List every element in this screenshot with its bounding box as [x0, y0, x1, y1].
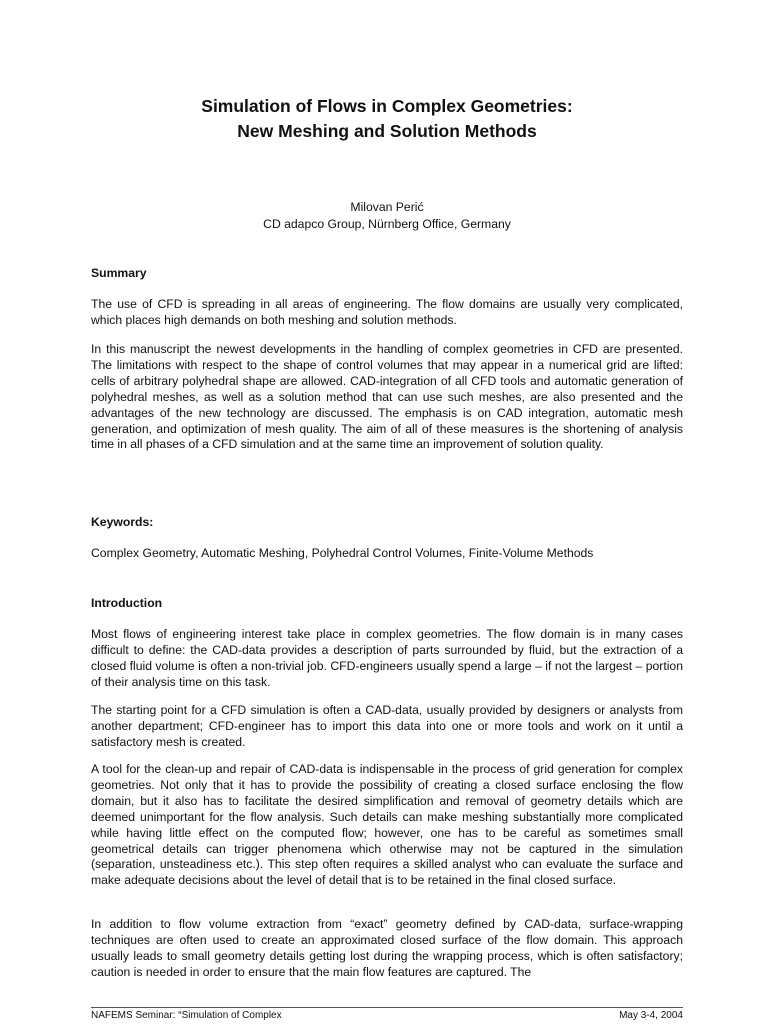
footer-divider	[91, 1007, 683, 1008]
intro-paragraph-1: Most flows of engineering interest take place in complex geometries. The flow domain is in many cases difficult to define: the CAD-data provides a description of parts surrounded by fluid, but the extraction of a closed fluid volume is often a non-trivial job. CFD-engineers usually spend a large – if not the largest – portion of their analysis time on this task.	[91, 627, 683, 689]
introduction-heading: Introduction	[91, 596, 163, 610]
keywords-text: Complex Geometry, Automatic Meshing, Polyhedral Control Volumes, Finite-Volume Methods	[91, 546, 594, 560]
author-name: Milovan Perić	[350, 200, 424, 214]
summary-heading: Summary	[91, 266, 147, 280]
author-block	[91, 199, 683, 233]
intro-paragraph-3: A tool for the clean-up and repair of CAD-data is indispensable in the process of grid generation for complex geometries. Not only that it has to provide the possibility of creating a closed surface enclosing the flow domain, but it also has to facilitate the desired simplification and removal of geometry details which are deemed unimportant for the flow analysis. Such details can make meshing substantially more complicated while having little effect on the computed flow; however, one has to be careful as sometimes small geometrical details can trigger phenomena which otherwise may not be captured in the simulation (separation, unsteadiness etc.). This step often requires a skilled analyst who can evaluate the surface and make adequate decisions about the level of detail that is to be retained in the final closed surface.	[91, 762, 683, 888]
title-line-1: Simulation of Flows in Complex Geometries:	[201, 96, 573, 116]
paper-title	[91, 94, 683, 144]
intro-paragraph-4: In addition to flow volume extraction from “exact” geometry defined by CAD-data, surface-wrapping techniques are often used to create an approximated closed surface of the flow domain. This approach usually leads to small geometry details getting lost during the wrapping process, which is often satisfactory; caution is needed in order to ensure that the main flow features are captured. The	[91, 917, 683, 979]
author-affiliation: CD adapco Group, Nürnberg Office, Germany	[263, 217, 511, 231]
footer-seminar-text: NAFEMS Seminar: “Simulation of Complex	[91, 1010, 282, 1021]
title-line-2: New Meshing and Solution Methods	[237, 121, 537, 141]
summary-paragraph-2: In this manuscript the newest developments in the handling of complex geometries in CFD are presented. The limitations with respect to the shape of control volumes that may appear in a numerical grid are lifted: cells of arbitrary polyhedral shape are allowed. CAD-integration of all CFD tools and automatic generation of polyhedral meshes, as well as a solution method that can use such meshes, are also presented and the advantages of the new technology are discussed. The emphasis is on CAD integration, automatic mesh generation, and optimization of mesh quality. The aim of all of these measures is the shortening of analysis time in all phases of a CFD simulation and at the same time an improvement of solution quality.	[91, 342, 683, 452]
paper-page	[91, 0, 683, 1024]
intro-paragraph-2: The starting point for a CFD simulation is often a CAD-data, usually provided by designers or analysts from another department; CFD-engineer has to import this data into one or more tools and work on it until a satisfactory mesh is created.	[91, 703, 683, 749]
keywords-heading: Keywords:	[91, 515, 154, 529]
summary-paragraph-1: The use of CFD is spreading in all areas of engineering. The flow domains are usually very complicated, which places high demands on both meshing and solution methods.	[91, 297, 683, 327]
footer-date: May 3-4, 2004	[619, 1010, 683, 1021]
